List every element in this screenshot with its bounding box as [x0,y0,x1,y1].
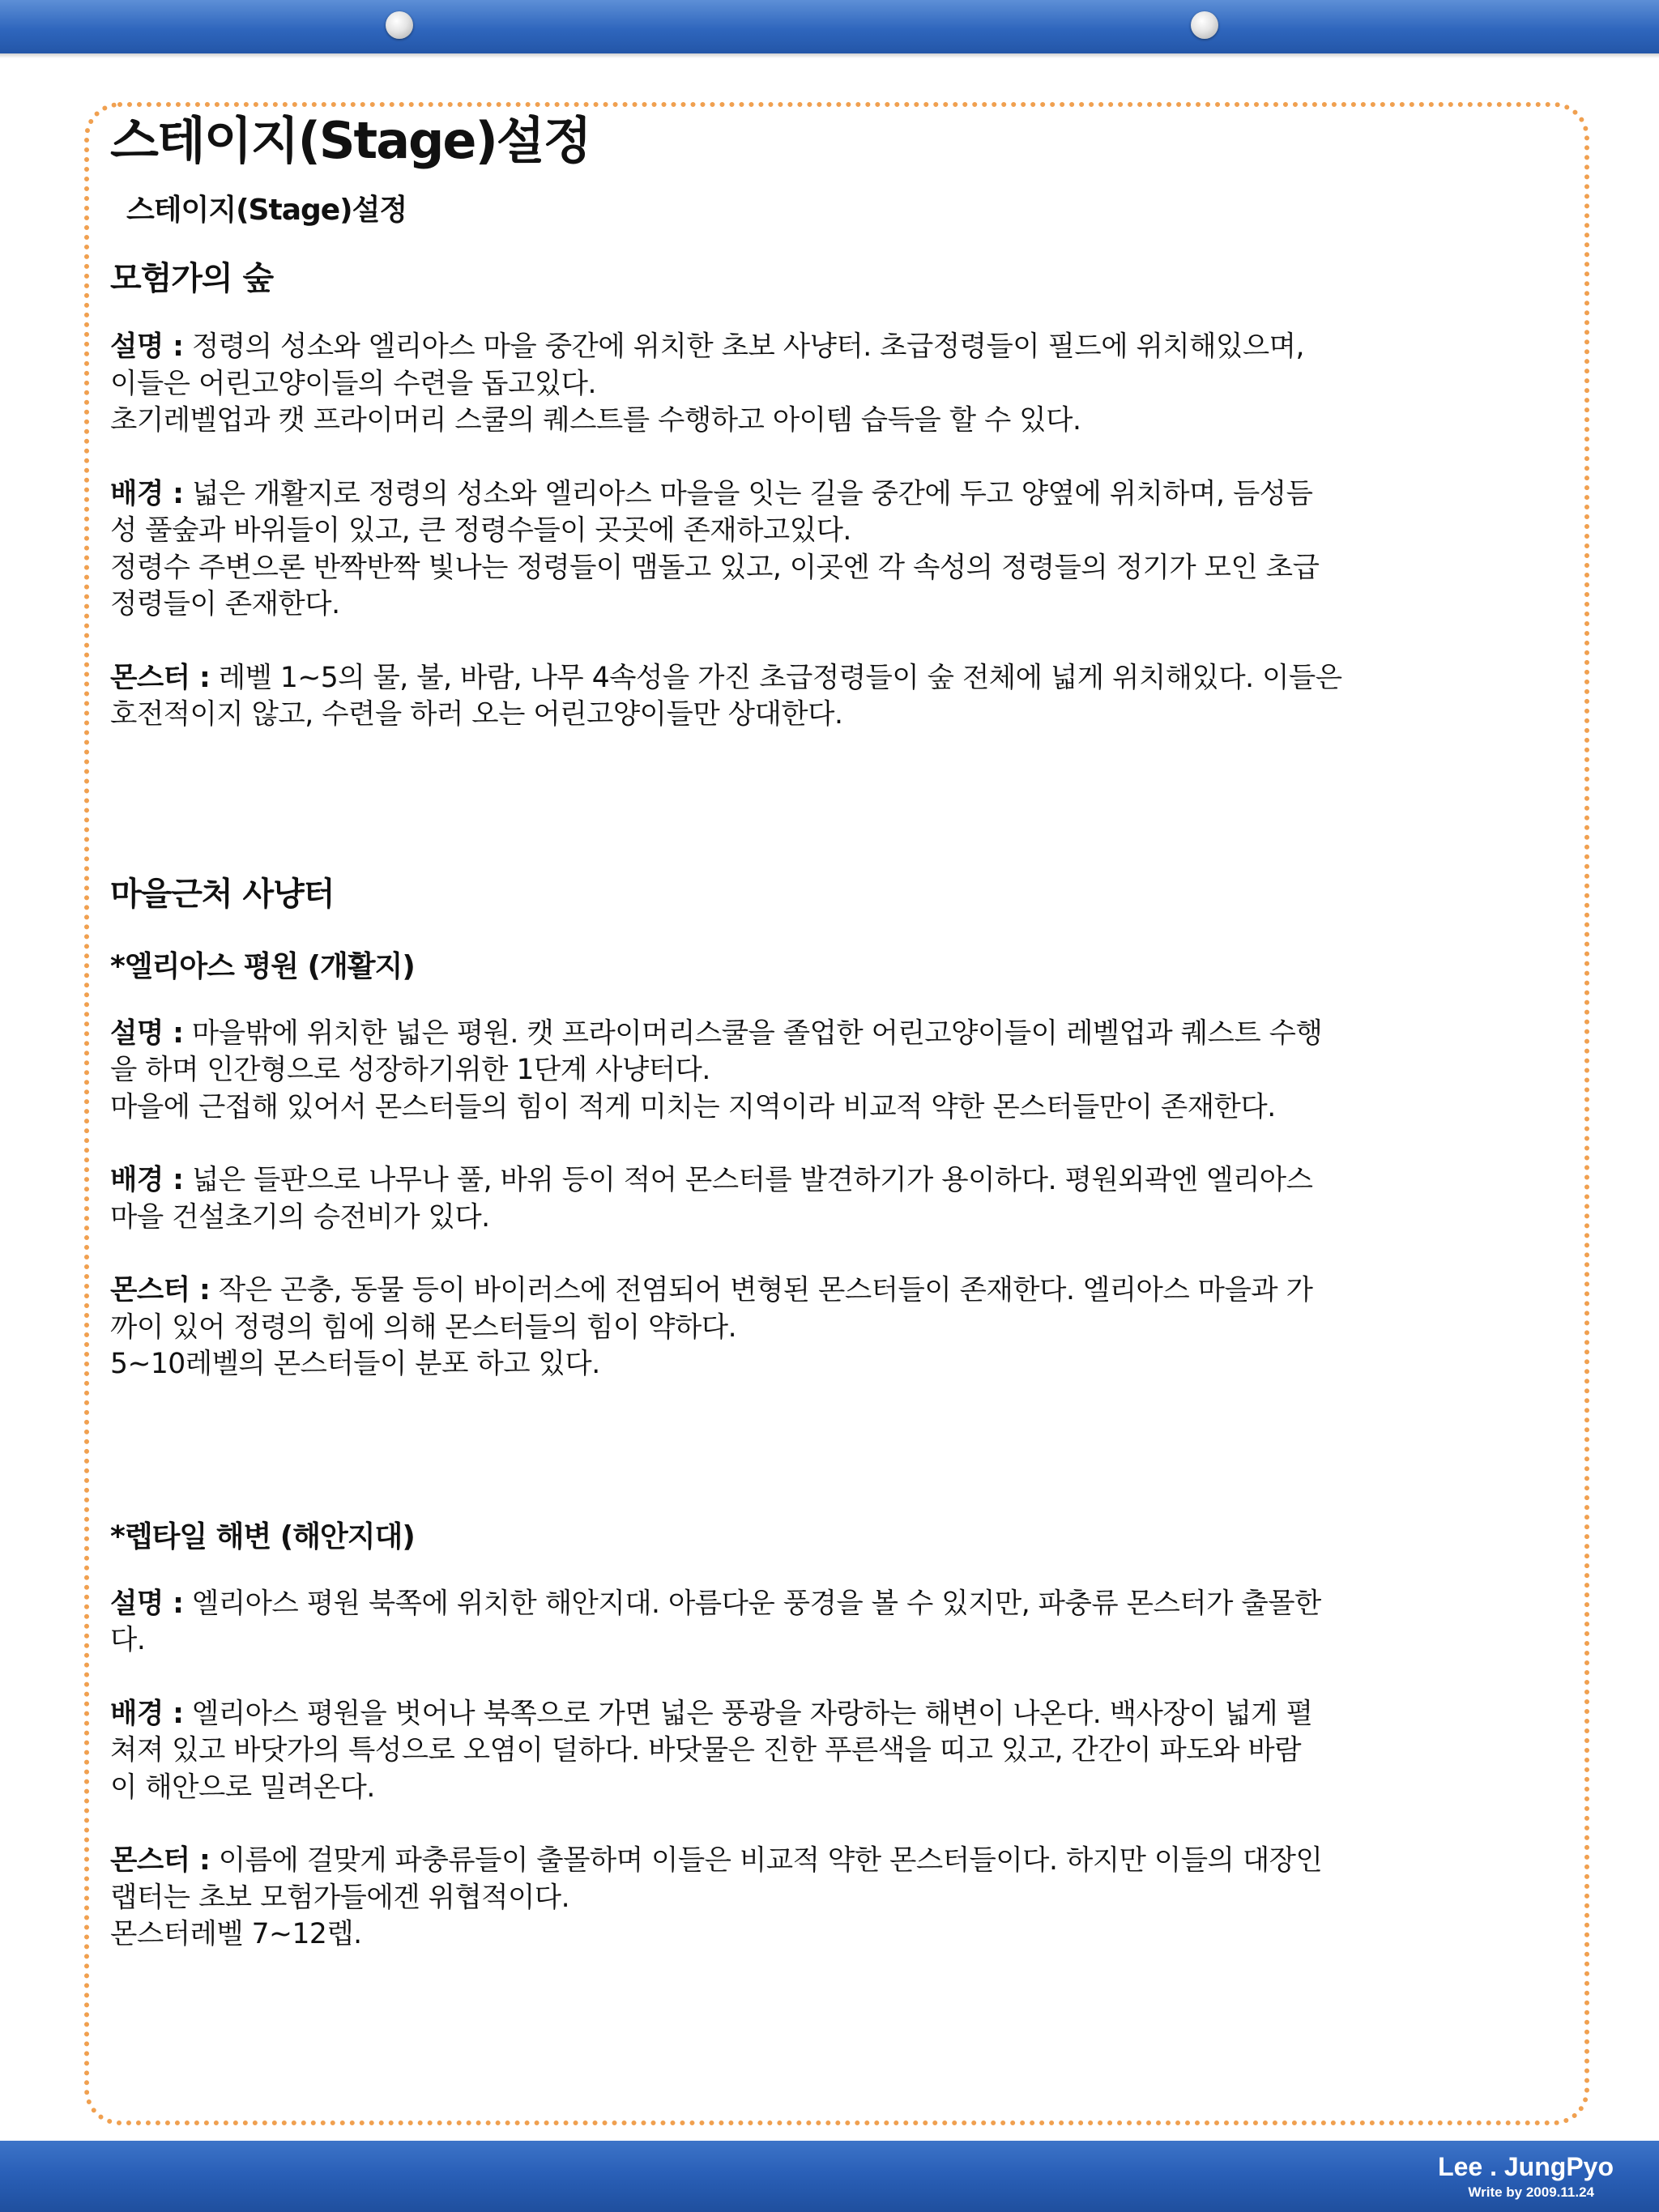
beach-monsters-line-2: 랩터는 초보 모험가들에겐 위협적이다. [110,1881,570,1914]
author-name: Lee . JungPyo [1438,2152,1614,2181]
area-title-adventurer-forest: 모험가의 숲 [110,260,274,297]
forest-monsters-line-1: 몬스터 : 레벨 1~5의 물, 불, 바람, 나무 4속성을 가진 초급정령들이 숲 전체에 넓게 위치해있다. 이들은 [110,661,1342,694]
plains-description-line-1: 설명 : 마을밖에 위치한 넓은 평원. 캣 프라이머리스쿨을 졸업한 어린고양이들이 레벨업과 퀘스트 수행 [110,1016,1323,1050]
plains-background-line-2: 마을 건설초기의 승전비가 있다. [110,1200,490,1234]
beach-background-label: 배경 : [110,1697,184,1730]
forest-background-line-2: 성 풀숲과 바위들이 있고, 큰 정령수들이 곳곳에 존재하고있다. [110,514,851,547]
plains-background-label: 배경 : [110,1164,184,1196]
plains-monsters-line-3: 5~10레벨의 몬스터들이 분포 하고 있다. [110,1348,600,1380]
plains-description-line-2: 을 하며 인간형으로 성장하기위한 1단계 사냥터다. [110,1054,710,1086]
forest-description [110,329,1503,440]
beach-monsters-line-3: 몬스터레벨 7~12렙. [110,1918,362,1950]
plains-monsters-label: 몬스터 : [110,1274,211,1306]
forest-background [110,476,1503,624]
plains-monsters-line-1: 몬스터 : 작은 곤충, 동물 등이 바이러스에 전염되어 변형된 몬스터들이 존재한다. 엘리아스 마을과 가 [110,1274,1313,1306]
top-binder-bar [0,0,1659,53]
footer-bar [0,2141,1659,2212]
plains-monsters [110,1272,1503,1383]
beach-background-line-2: 쳐져 있고 바닷가의 특성으로 오염이 덜하다. 바닷물은 진한 푸른색을 띠고 있고, 간간이 파도와 바람 [110,1734,1302,1767]
beach-description [110,1586,1503,1660]
plains-monsters-line-2: 까이 있어 정령의 힘에 의해 몬스터들의 힘이 약하다. [110,1311,737,1344]
plains-background [110,1162,1503,1236]
forest-background-line-3: 정령수 주변으론 반짝반짝 빛나는 정령들이 맴돌고 있고, 이곳엔 각 속성의 정령들의 정기가 모인 초급 [110,551,1320,584]
forest-description-label: 설명 : [110,330,184,363]
beach-background-line-3: 이 해안으로 밀려온다. [110,1771,375,1804]
forest-monsters-label: 몬스터 : [110,661,211,694]
binder-ring-right-icon [1191,11,1218,39]
forest-monsters [110,660,1503,734]
beach-background [110,1696,1503,1807]
beach-monsters-line-1: 몬스터 : 이름에 걸맞게 파충류들이 출몰하며 이들은 비교적 약한 몬스터들이다. 하지만 이들의 대장인 [110,1844,1323,1877]
forest-description-line-1: 설명 : 정령의 성소와 엘리아스 마을 중간에 위치한 초보 사냥터. 초급정령들이 필드에 위치해있으며, [110,330,1304,363]
page-subtitle: 스테이지(Stage)설정 [126,194,407,227]
sub-area-reptile-beach: *렙타일 해변 (해안지대) [110,1519,415,1554]
forest-background-line-1: 배경 : 넓은 개활지로 정령의 성소와 엘리아스 마을을 잇는 길을 중간에 두고 양옆에 위치하며, 듬성듬 [110,477,1313,510]
forest-description-line-2: 이들은 어린고양이들의 수련을 돕고있다. [110,367,596,400]
beach-background-line-1: 배경 : 엘리아스 평원을 벗어나 북쪽으로 가면 넓은 풍광을 자랑하는 해변이 나온다. 백사장이 넓게 펼 [110,1697,1313,1730]
beach-description-line-2: 다. [110,1624,146,1656]
beach-description-label: 설명 : [110,1587,184,1620]
beach-monsters-label: 몬스터 : [110,1844,211,1877]
plains-description-label: 설명 : [110,1016,184,1050]
write-date: Write by 2009.11.24 [1468,2184,1594,2200]
forest-background-label: 배경 : [110,477,184,510]
forest-background-line-4: 정령들이 존재한다. [110,588,340,620]
beach-description-line-1: 설명 : 엘리아스 평원 북쪽에 위치한 해안지대. 아름다운 풍경을 볼 수 있지만, 파충류 몬스터가 출몰한 [110,1587,1321,1620]
area-title-village-hunting-ground: 마을근처 사냥터 [110,875,335,913]
document-body [110,107,1503,1954]
plains-background-line-1: 배경 : 넓은 들판으로 나무나 풀, 바위 등이 적어 몬스터를 발견하기가 용이하다. 평원외곽엔 엘리아스 [110,1164,1313,1196]
sub-area-elias-plains: *엘리아스 평원 (개활지) [110,949,415,983]
page-title: 스테이지(Stage)설정 [110,111,591,170]
plains-description-line-3: 마을에 근접해 있어서 몬스터들의 힘이 적게 미치는 지역이라 비교적 약한 몬스터들만이 존재한다. [110,1090,1276,1123]
plains-description [110,1016,1503,1127]
forest-monsters-line-2: 호전적이지 않고, 수련을 하러 오는 어린고양이들만 상대한다. [110,698,843,731]
binder-ring-left-icon [386,11,413,39]
beach-monsters [110,1843,1503,1954]
forest-description-line-3: 초기레벨업과 캣 프라이머리 스쿨의 퀘스트를 수행하고 아이템 습득을 할 수 있다. [110,404,1081,437]
